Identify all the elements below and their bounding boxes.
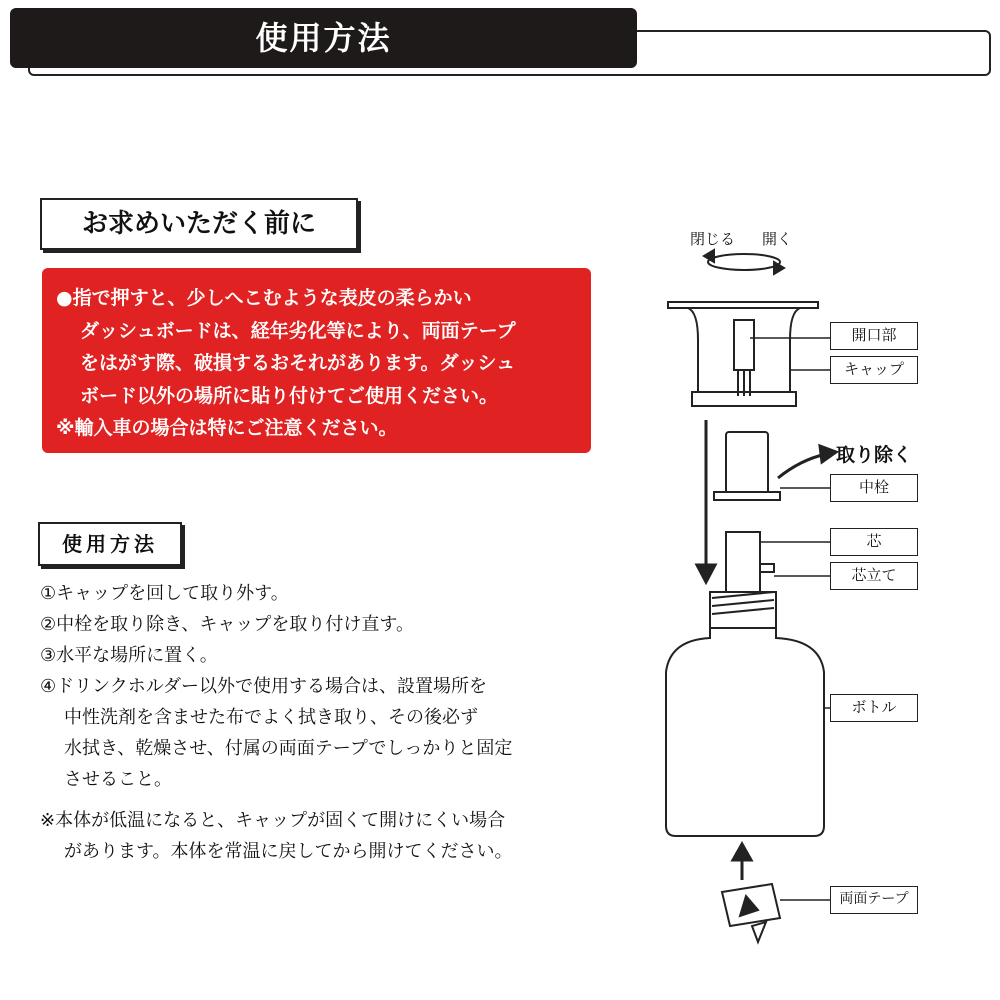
warning-line: ボード以外の場所に貼り付けてご使用ください。 bbox=[80, 384, 499, 407]
step-4-cont: 水拭き、乾燥させ、付属の両面テープでしっかりと固定 bbox=[64, 738, 513, 759]
usage-note-cont: があります。本体を常温に戻してから開けてください。 bbox=[64, 841, 513, 862]
header-tab bbox=[10, 8, 637, 68]
step-4-cont: 中性洗剤を含ませた布でよく拭き取り、その後必ず bbox=[64, 707, 478, 728]
warning-line: ●指で押すと、少しへこむような表皮の柔らかい bbox=[56, 287, 472, 309]
label-cap: キャップ bbox=[830, 356, 918, 384]
label-inner-plug: 中栓 bbox=[830, 474, 918, 502]
label-wick: 芯 bbox=[830, 528, 918, 556]
page-title: 使用方法 bbox=[255, 19, 392, 57]
tape-illustration bbox=[722, 884, 780, 942]
before-use-heading: お求めいただく前に bbox=[81, 209, 316, 239]
step-1: ①キャップを回して取り外す。 bbox=[40, 583, 289, 604]
cap-illustration bbox=[668, 302, 818, 406]
up-arrow-icon bbox=[733, 844, 751, 880]
bottle-illustration bbox=[666, 592, 824, 836]
warning-line: ダッシュボードは、経年劣化等により、両面テープ bbox=[80, 319, 516, 342]
inner-plug-illustration bbox=[714, 432, 780, 500]
usage-note: ※本体が低温になると、キャップが固くて開けにくい場合 bbox=[40, 810, 506, 831]
label-opening: 開口部 bbox=[830, 322, 918, 350]
down-arrow-icon bbox=[697, 420, 715, 582]
before-use-heading-box bbox=[40, 198, 358, 250]
usage-heading: 使用方法 bbox=[62, 532, 158, 556]
warning-line: をはがす際、破損するおそれがあります。ダッシュ bbox=[80, 352, 516, 374]
remove-arrow-icon bbox=[778, 446, 836, 478]
warning-note: ※輸入車の場合は特にご注意ください。 bbox=[56, 417, 398, 439]
step-4: ④ドリンクホルダー以外で使用する場合は、設置場所を bbox=[40, 676, 488, 697]
assembly-illustration bbox=[640, 220, 980, 950]
label-tape: 両面テープ bbox=[830, 886, 918, 914]
usage-steps bbox=[40, 578, 513, 867]
usage-heading-box bbox=[38, 522, 182, 566]
rotate-close-label: 閉じる bbox=[690, 230, 736, 248]
label-wick-stand: 芯立て bbox=[830, 562, 918, 590]
step-2: ②中栓を取り除き、キャップを取り付け直す。 bbox=[40, 614, 414, 635]
rotate-open-label: 開く bbox=[762, 230, 793, 248]
rotate-arrows-icon bbox=[704, 250, 784, 274]
warning-panel bbox=[42, 268, 591, 453]
label-bottle: ボトル bbox=[830, 694, 918, 722]
step-4-cont: させること。 bbox=[64, 769, 172, 790]
step-3: ③水平な場所に置く。 bbox=[40, 645, 218, 666]
label-remove: 取り除く bbox=[836, 444, 913, 466]
assembly-diagram bbox=[640, 220, 980, 950]
wick-illustration bbox=[726, 532, 774, 592]
